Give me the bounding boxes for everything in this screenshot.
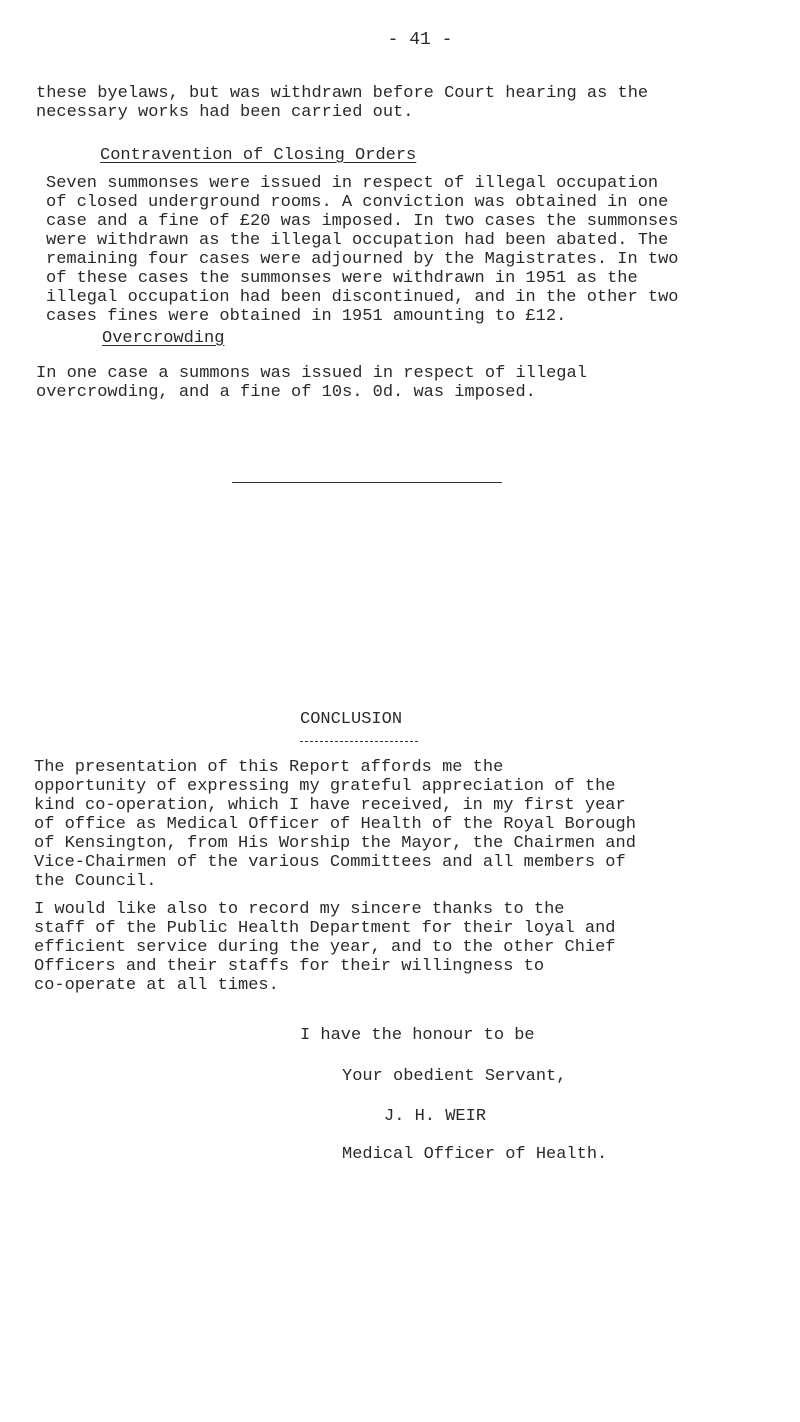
closing-line: I have the honour to be [300,1026,535,1045]
conclusion-heading-underline [300,741,418,742]
overcrowding-paragraph: In one case a summons was issued in respect of illegal overcrowding, and a fine of 10s. 0d. was imposed. [36,364,587,402]
closing-salutation: Your obedient Servant, [342,1067,567,1086]
conclusion-paragraph-2: I would like also to record my sincere thanks to the staff of the Public Health Department for their loyal and efficient service during the year, and to the other Chief Officers and their staffs for their willingness to co-operate at all times. [34,900,616,995]
signature-title: Medical Officer of Health. [342,1145,608,1164]
intro-paragraph: these byelaws, but was withdrawn before Court hearing as the necessary works had been carried out. [36,84,649,122]
closing-orders-paragraph: Seven summonses were issued in respect of illegal occupation of closed underground rooms. A conviction was obtained in one case and a fine of £20 was imposed. In two cases the summonses were withdrawn as the illegal occupation had been abated. The remaining four cases were adjourned by the Magistrates. In two of these cases the summonses were withdrawn in 1951 as the illegal occupation had been discontinued, and in the other two cases fines were obtained in 1951 amounting to £12. [46,174,679,326]
heading-overcrowding: Overcrowding [102,329,225,348]
heading-contravention-closing-orders: Contravention of Closing Orders [100,146,417,165]
section-divider [232,482,502,483]
conclusion-paragraph-1: The presentation of this Report affords me the opportunity of expressing my grateful appreciation of the kind co-operation, which I have received, in my first year of office as Medical Officer of Health of the Royal Borough of Kensington, from His Worship the Mayor, the Chairmen and Vice-Chairmen of the various Committees and all members of the Council. [34,758,636,891]
page-number: - 41 - [387,30,453,50]
conclusion-heading: CONCLUSION [300,710,403,729]
signature-name: J. H. WEIR [384,1107,487,1126]
